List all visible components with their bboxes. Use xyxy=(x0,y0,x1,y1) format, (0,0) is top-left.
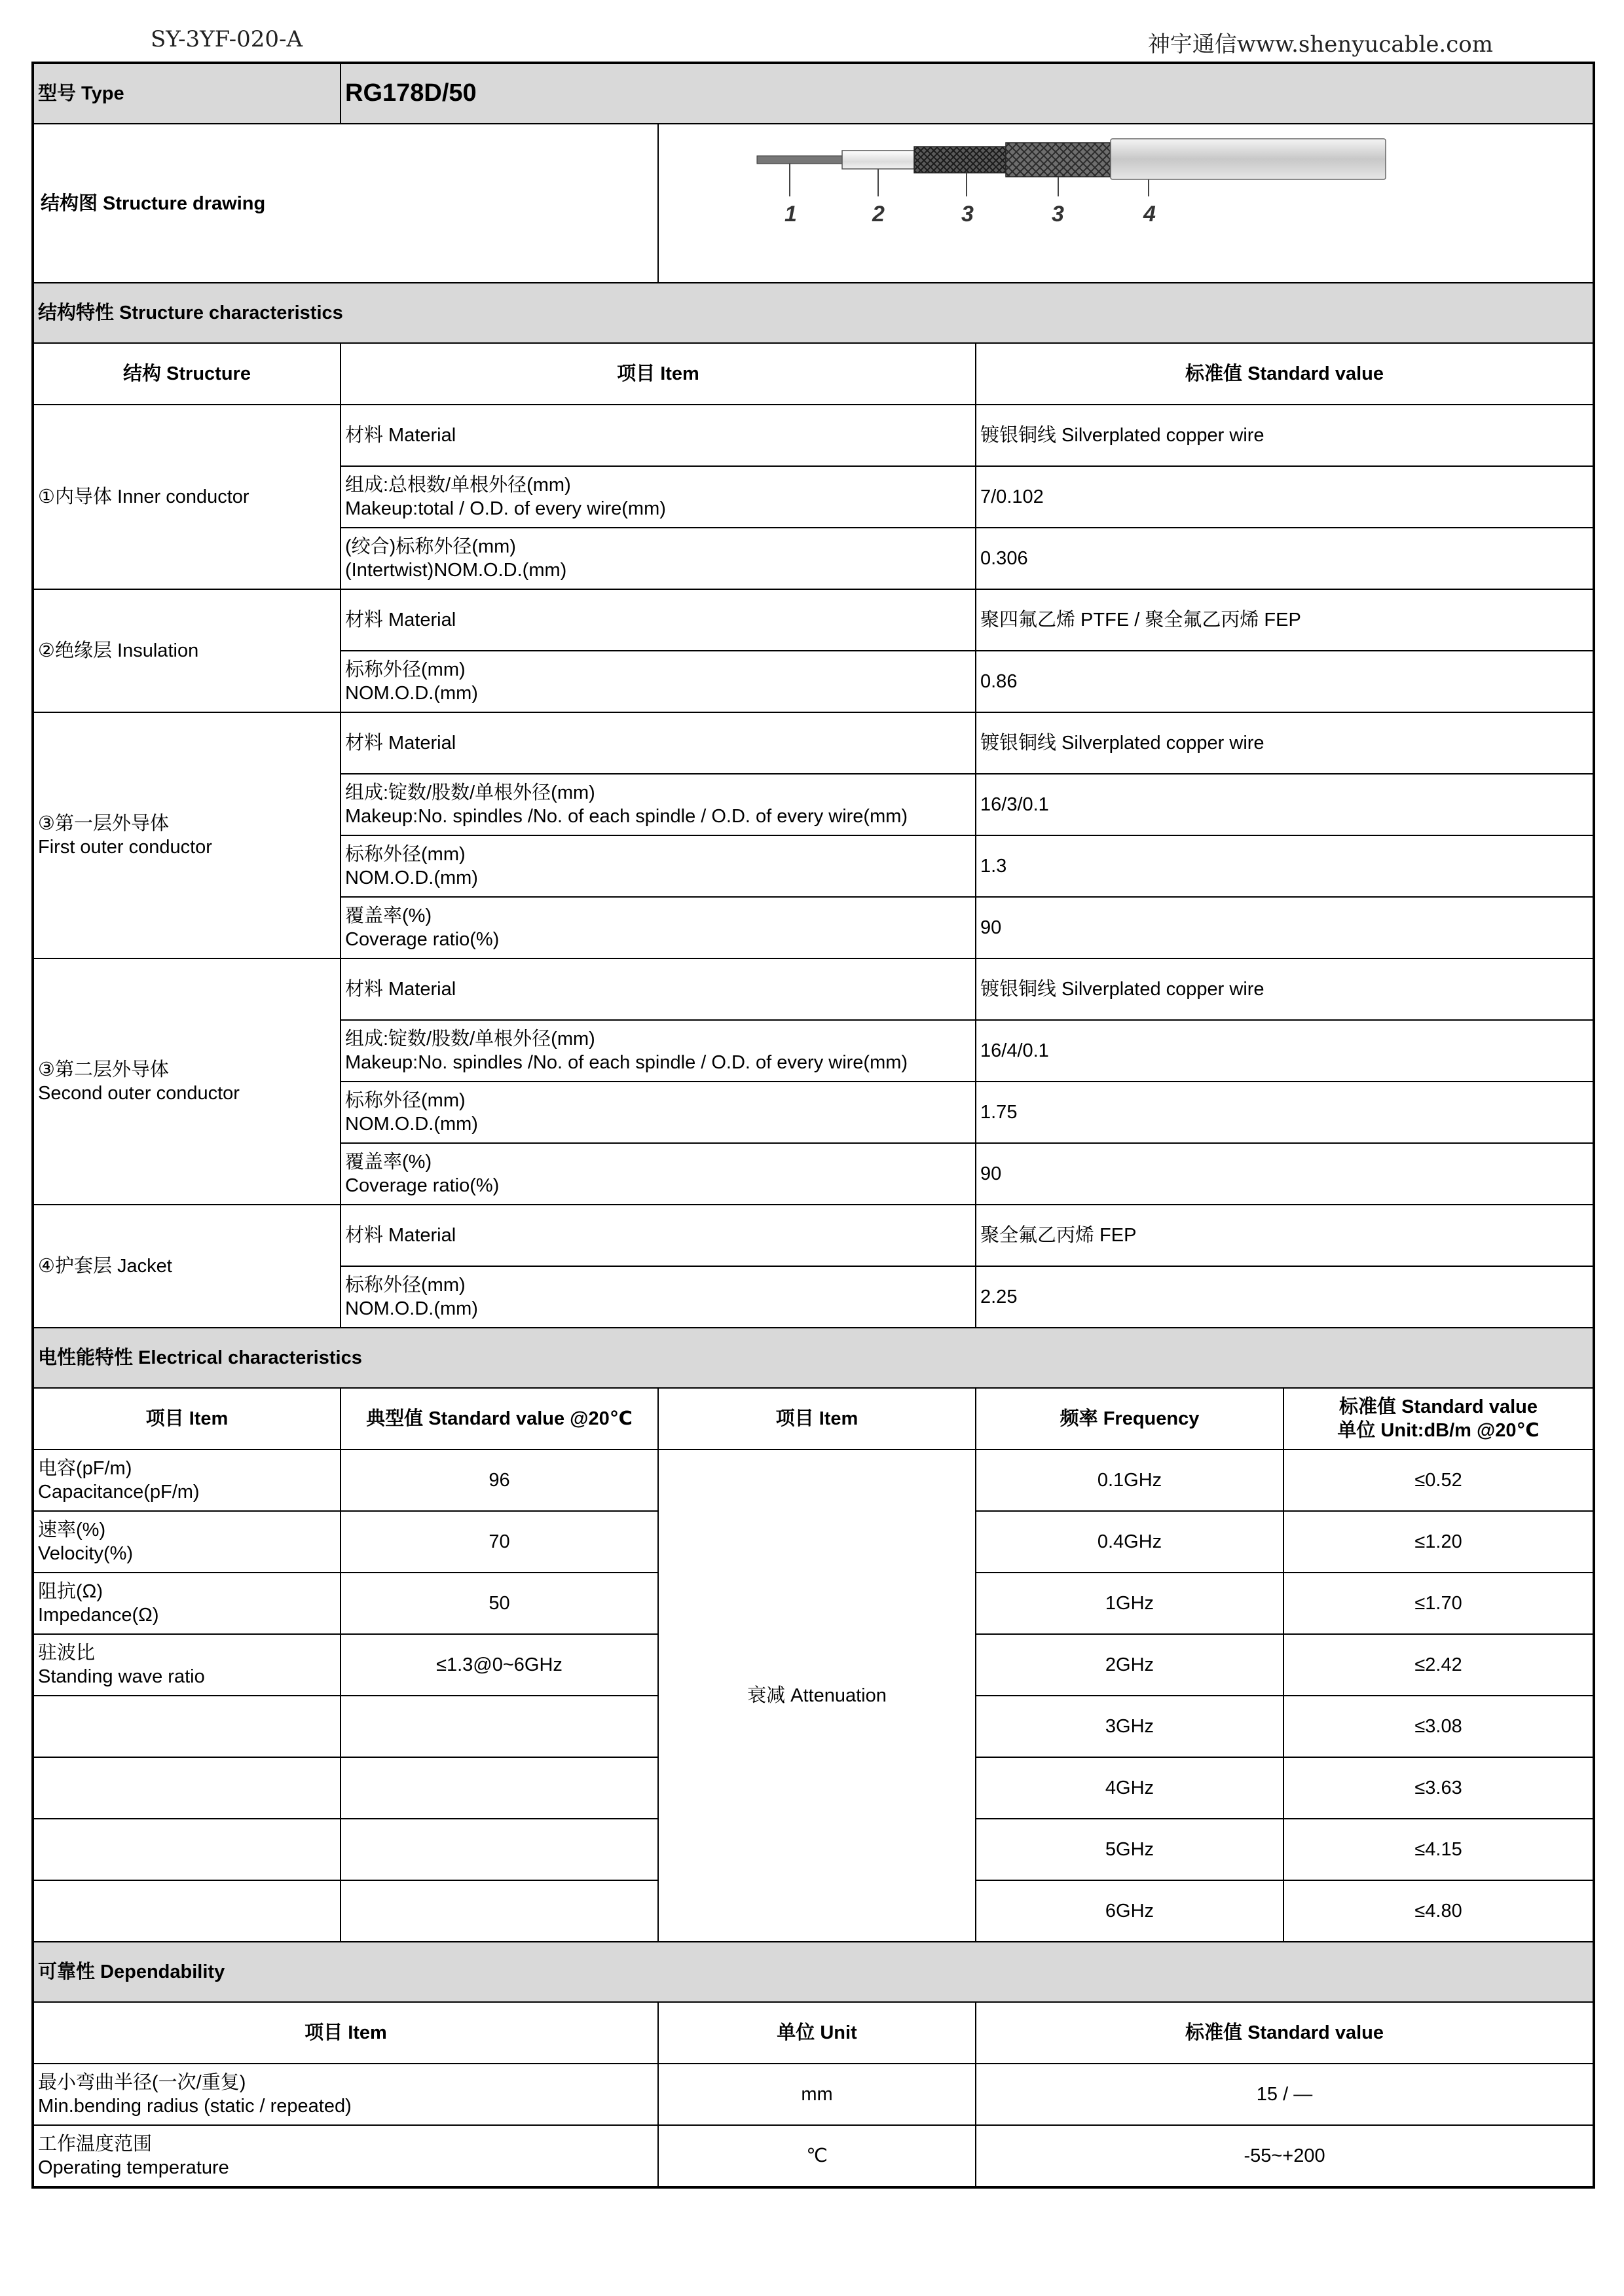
dependability-value: -55~+200 xyxy=(976,2125,1594,2187)
structure-item: 材料 Material xyxy=(341,712,976,774)
electrical-col-header: 项目 Item xyxy=(658,1388,976,1449)
structure-value: 镀银铜线 Silverplated copper wire xyxy=(976,712,1594,774)
callout-1: 1 xyxy=(784,202,797,227)
cable-structure-drawing xyxy=(659,124,1589,276)
electrical-item: 速率(%) Velocity(%) xyxy=(33,1511,341,1573)
electrical-value xyxy=(341,1880,658,1942)
structure-item: 覆盖率(%) Coverage ratio(%) xyxy=(341,1143,976,1205)
structure-value: 90 xyxy=(976,897,1594,958)
structure-row xyxy=(33,1205,1594,1266)
electrical-header-row xyxy=(33,1388,1594,1449)
callout-4: 4 xyxy=(1143,202,1156,227)
second-outer-conductor-shape xyxy=(1006,143,1111,177)
electrical-value: ≤1.3@0~6GHz xyxy=(341,1634,658,1696)
callout-3b: 3 xyxy=(1052,202,1064,227)
electrical-col-header: 典型值 Standard value @20℃ xyxy=(341,1388,658,1449)
structure-row xyxy=(33,405,1594,466)
electrical-item xyxy=(33,1696,341,1757)
electrical-value xyxy=(341,1819,658,1880)
inner-conductor-shape xyxy=(757,156,842,164)
attenuation-frequency: 4GHz xyxy=(976,1757,1283,1819)
electrical-col-header: 项目 Item xyxy=(33,1388,341,1449)
electrical-col-header: 标准值 Standard value 单位 Unit:dB/m @20℃ xyxy=(1283,1388,1594,1449)
structure-item: 材料 Material xyxy=(341,1205,976,1266)
dep-col-value: 标准值 Standard value xyxy=(976,2002,1594,2064)
structure-item: (绞合)标称外径(mm) (Intertwist)NOM.O.D.(mm) xyxy=(341,528,976,589)
structure-value: 16/3/0.1 xyxy=(976,774,1594,835)
document-code: SY-3YF-020-A xyxy=(151,26,303,52)
structure-item: 标称外径(mm) NOM.O.D.(mm) xyxy=(341,835,976,897)
attenuation-value: ≤3.63 xyxy=(1283,1757,1594,1819)
insulation-shape xyxy=(842,151,914,169)
first-outer-conductor-shape xyxy=(914,147,1006,173)
structure-value: 0.306 xyxy=(976,528,1594,589)
attenuation-value: ≤2.42 xyxy=(1283,1634,1594,1696)
dependability-row xyxy=(33,2064,1594,2125)
structure-item: 材料 Material xyxy=(341,958,976,1020)
dependability-header-row xyxy=(33,2002,1594,2064)
structure-group-name: ③第一层外导体 First outer conductor xyxy=(33,712,341,958)
electrical-item: 阻抗(Ω) Impedance(Ω) xyxy=(33,1573,341,1634)
structure-row xyxy=(33,958,1594,1020)
attenuation-frequency: 6GHz xyxy=(976,1880,1283,1942)
structure-item: 组成:锭数/股数/单根外径(mm) Makeup:No. spindles /No. of each spindle / O.D. of every wire(mm) xyxy=(341,774,976,835)
structure-value: 聚四氟乙烯 PTFE / 聚全氟乙丙烯 FEP xyxy=(976,589,1594,651)
structure-item: 材料 Material xyxy=(341,405,976,466)
callout-3a: 3 xyxy=(961,202,974,227)
structure-value: 2.25 xyxy=(976,1266,1594,1328)
structure-section-title xyxy=(33,283,1594,343)
structure-drawing-label: 结构图 Structure drawing xyxy=(33,124,658,283)
electrical-value xyxy=(341,1696,658,1757)
attenuation-frequency: 2GHz xyxy=(976,1634,1283,1696)
electrical-section-title xyxy=(33,1328,1594,1388)
col-item: 项目 Item xyxy=(341,343,976,405)
dependability-item: 最小弯曲半径(一次/重复) Min.bending radius (static / repeated) xyxy=(33,2064,658,2125)
structure-group-name: ②绝缘层 Insulation xyxy=(33,589,341,712)
structure-value: 1.75 xyxy=(976,1082,1594,1143)
electrical-value: 70 xyxy=(341,1511,658,1573)
dependability-section-heading: 可靠性 Dependability xyxy=(33,1942,1594,2002)
attenuation-frequency: 5GHz xyxy=(976,1819,1283,1880)
attenuation-frequency: 0.1GHz xyxy=(976,1449,1283,1511)
col-standard-value: 标准值 Standard value xyxy=(976,343,1594,405)
structure-item: 标称外径(mm) NOM.O.D.(mm) xyxy=(341,651,976,712)
dep-col-item: 项目 Item xyxy=(33,2002,658,2064)
structure-value: 1.3 xyxy=(976,835,1594,897)
attenuation-label: 衰减 Attenuation xyxy=(658,1449,976,1942)
electrical-value: 96 xyxy=(341,1449,658,1511)
attenuation-value: ≤1.20 xyxy=(1283,1511,1594,1573)
type-row xyxy=(33,63,1594,124)
attenuation-frequency: 1GHz xyxy=(976,1573,1283,1634)
electrical-item xyxy=(33,1880,341,1942)
dependability-row xyxy=(33,2125,1594,2187)
company-website: 神宇通信www.shenyucable.com xyxy=(1147,31,1493,58)
structure-value: 7/0.102 xyxy=(976,466,1594,528)
structure-value: 0.86 xyxy=(976,651,1594,712)
structure-item: 标称外径(mm) NOM.O.D.(mm) xyxy=(341,1082,976,1143)
attenuation-value: ≤4.15 xyxy=(1283,1819,1594,1880)
electrical-item: 电容(pF/m) Capacitance(pF/m) xyxy=(33,1449,341,1511)
structure-drawing-row xyxy=(33,124,1594,283)
electrical-item xyxy=(33,1819,341,1880)
electrical-section-heading: 电性能特性 Electrical characteristics xyxy=(33,1328,1594,1388)
electrical-item: 驻波比 Standing wave ratio xyxy=(33,1634,341,1696)
structure-section-heading: 结构特性 Structure characteristics xyxy=(33,283,1594,343)
structure-item: 组成:总根数/单根外径(mm) Makeup:total / O.D. of every wire(mm) xyxy=(341,466,976,528)
jacket-shape xyxy=(1111,139,1386,179)
structure-value: 镀银铜线 Silverplated copper wire xyxy=(976,405,1594,466)
cable-spec-table xyxy=(31,62,1595,2189)
dependability-unit: ℃ xyxy=(658,2125,976,2187)
structure-value: 聚全氟乙丙烯 FEP xyxy=(976,1205,1594,1266)
attenuation-value: ≤0.52 xyxy=(1283,1449,1594,1511)
attenuation-value: ≤4.80 xyxy=(1283,1880,1594,1942)
structure-group-name: ③第二层外导体 Second outer conductor xyxy=(33,958,341,1205)
dep-col-unit: 单位 Unit xyxy=(658,2002,976,2064)
structure-group-name: ④护套层 Jacket xyxy=(33,1205,341,1328)
callout-2: 2 xyxy=(872,202,885,227)
attenuation-frequency: 3GHz xyxy=(976,1696,1283,1757)
type-value: RG178D/50 xyxy=(341,63,1594,124)
attenuation-frequency: 0.4GHz xyxy=(976,1511,1283,1573)
structure-value: 镀银铜线 Silverplated copper wire xyxy=(976,958,1594,1020)
structure-group-name: ①内导体 Inner conductor xyxy=(33,405,341,589)
structure-row xyxy=(33,712,1594,774)
structure-item: 组成:锭数/股数/单根外径(mm) Makeup:No. spindles /No. of each spindle / O.D. of every wire(mm) xyxy=(341,1020,976,1082)
type-label: 型号 Type xyxy=(33,63,341,124)
electrical-value xyxy=(341,1757,658,1819)
structure-item: 标称外径(mm) NOM.O.D.(mm) xyxy=(341,1266,976,1328)
attenuation-value: ≤1.70 xyxy=(1283,1573,1594,1634)
structure-row xyxy=(33,589,1594,651)
dependability-item: 工作温度范围 Operating temperature xyxy=(33,2125,658,2187)
structure-drawing-cell xyxy=(658,124,1594,283)
electrical-value: 50 xyxy=(341,1573,658,1634)
structure-item: 材料 Material xyxy=(341,589,976,651)
electrical-item xyxy=(33,1757,341,1819)
structure-value: 90 xyxy=(976,1143,1594,1205)
attenuation-value: ≤3.08 xyxy=(1283,1696,1594,1757)
structure-value: 16/4/0.1 xyxy=(976,1020,1594,1082)
dependability-unit: mm xyxy=(658,2064,976,2125)
col-structure: 结构 Structure xyxy=(33,343,341,405)
electrical-row xyxy=(33,1449,1594,1511)
structure-item: 覆盖率(%) Coverage ratio(%) xyxy=(341,897,976,958)
electrical-col-header: 频率 Frequency xyxy=(976,1388,1283,1449)
dependability-value: 15 / — xyxy=(976,2064,1594,2125)
structure-header-row xyxy=(33,343,1594,405)
dependability-section-title xyxy=(33,1942,1594,2002)
